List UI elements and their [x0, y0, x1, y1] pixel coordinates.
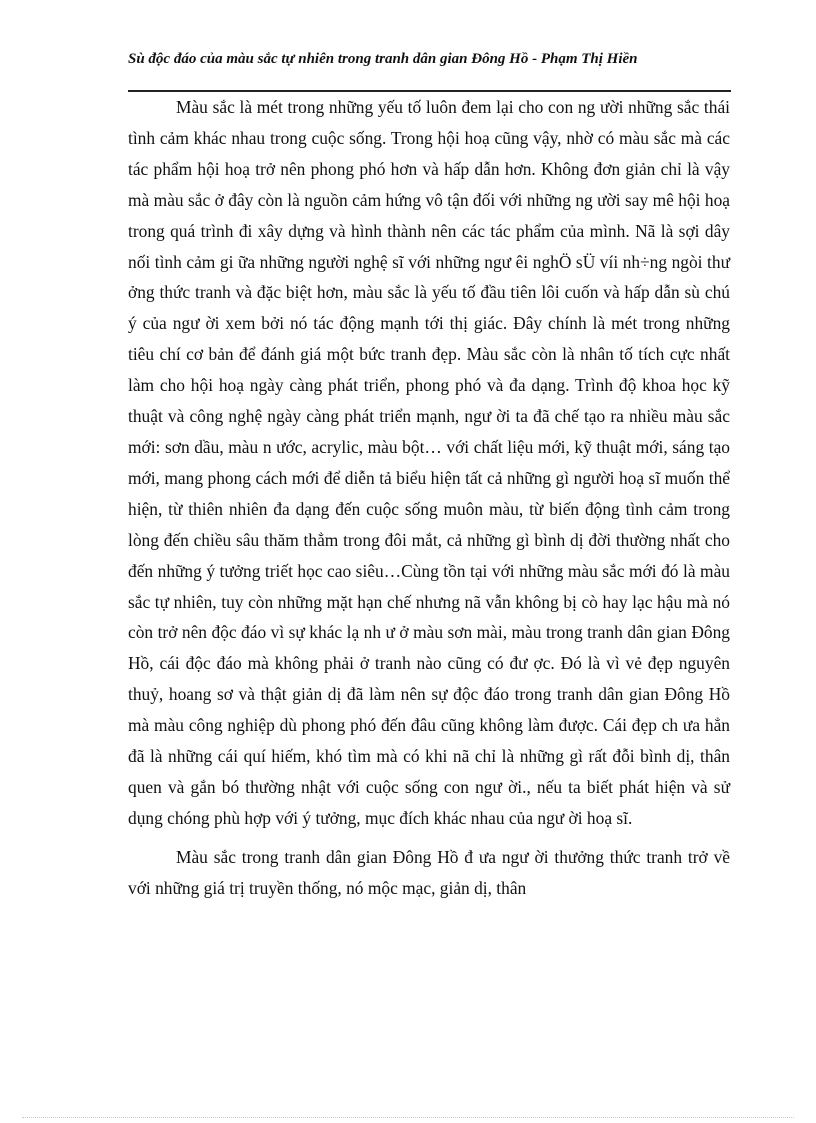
running-header: Sù độc đáo của màu sắc tự nhiên trong tranh dân gian Đông Hồ - Phạm Thị Hiền — [128, 51, 638, 67]
paragraph-2: Màu sắc trong tranh dân gian Đông Hồ đ ưa ngư ời thưởng thức tranh trở về với những giá trị truyền thống, nó mộc mạc, giản dị, thân — [128, 846, 730, 898]
body-text — [128, 92, 730, 904]
paragraph-1: Màu sắc là mét trong những yếu tố luôn đem lại cho con ng ười những sắc thái tình cảm khác nhau trong cuộc sống. Trong hội hoạ cũng vậy, nhờ có màu sắc mà các tác phẩm hội hoạ trở nên phong phó hơn và hấp dẫn hơn. Không đơn giản chỉ là vậy mà màu sắc ở đây còn là nguồn cảm hứng vô tận đối với những ng ười say mê hội hoạ trong quá trình đi xây dựng và hình thành nên các tác phẩm của mình. Nã là sợi dây nối tình cảm gi ữa những người nghệ sĩ với những ngư êi nghÖ sÜ víi nh÷ng ngòi thư ởng thức tranh và đặc biệt hơn, màu sắc là yếu tố đầu tiên lôi cuốn và hấp dẫn sù chú ý của ngư ời xem bởi nó tác động mạnh tới thị giác. Đây chính là mét trong những tiêu chí cơ bản để đánh giá một bức tranh đẹp. Màu sắc còn là nhân tố tích cực nhất làm cho hội hoạ ngày càng phát triển, phong phó và đa dạng. Trình độ khoa học kỹ thuật và công nghệ ngày càng phát triển mạnh, ngư ời ta đã chế tạo ra nhiều màu sắc mới: sơn dầu, màu n ước, acrylic, màu bột… với chất liệu mới, kỹ thuật mới, sáng tạo mới, mang phong cách mới để diễn tả biểu hiện tất cả những gì người hoạ sĩ muốn thể hiện, từ thiên nhiên đa dạng đến cuộc sống muôn màu, từ biến động tình cảm trong lòng đến chiều sâu thăm thẳm trong đôi mắt, cả những gì bình dị đời thường nhất cho đến những ý tưởng triết học cao siêu…Cùng tồn tại với những màu sắc mới đó là màu sắc tự nhiên, tuy còn những mặt hạn chế nhưng nã vẫn không bị cò hay lạc hậu mà nó còn trở nên độc đáo vì sự khác lạ nh ư ở màu sơn mài, màu trong tranh dân gian Đông Hồ, cái độc đáo mà không phải ở tranh nào cũng có đư ợc. Đó là vì vẻ đẹp nguyên thuỷ, hoang sơ và thật giản dị đã làm nên sự độc đáo trong tranh dân gian Đông Hồ mà màu công nghiệp dù phong phó đến đâu cũng không làm được. Cái đẹp ch ưa hẳn đã là những cái quí hiếm, khó tìm mà có khi nã chỉ là những gì rất đỗi bình dị, thân quen và gắn bó thường nhật với cuộc sống con ngư ời., nếu ta biết phát hiện và sử dụng chóng phù hợp với ý tưởng, mục đích khác nhau của ngư ời hoạ sĩ. — [128, 97, 730, 828]
page-bottom-border — [22, 1117, 794, 1118]
